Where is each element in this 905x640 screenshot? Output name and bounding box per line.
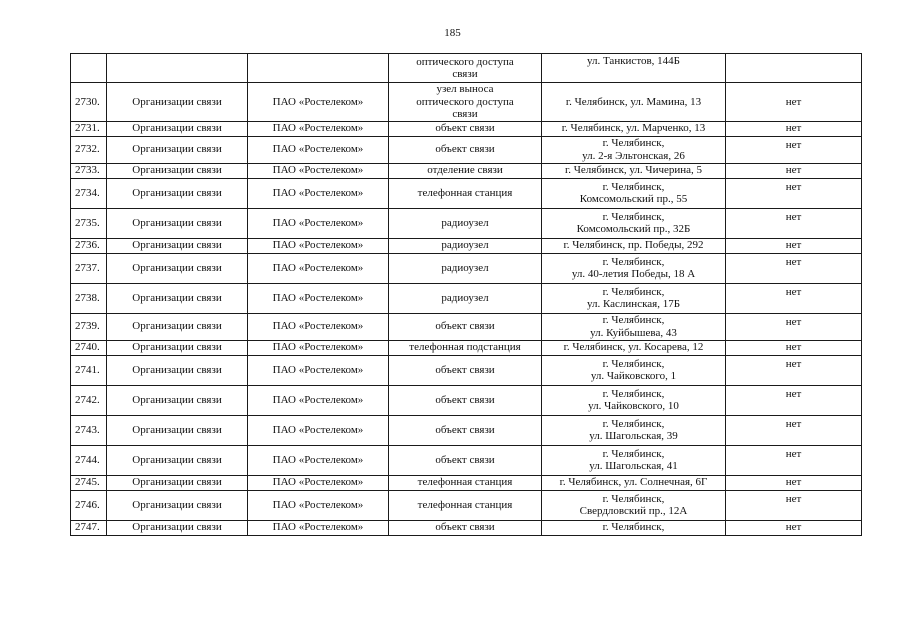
address-line: г. Челябинск, ул. Косарева, 12	[563, 341, 704, 354]
address-cell	[542, 208, 726, 238]
object-cell	[389, 313, 542, 340]
address-line: ул. Шагольская, 41	[589, 460, 678, 472]
row-number-cell: 2742.	[71, 385, 107, 415]
status-cell: нет	[726, 355, 862, 385]
address-cell	[542, 163, 726, 178]
address-line: г. Челябинск,	[602, 210, 665, 223]
address-line: ул. Куйбышева, 43	[590, 326, 677, 339]
address-line: ул. Танкистов, 144Б	[586, 55, 680, 67]
organization-cell: ПАО «Ростелеком»	[248, 445, 389, 475]
address-cell	[542, 355, 726, 385]
object-line: объект связи	[435, 320, 495, 333]
object-line: объект связи	[435, 393, 495, 406]
address-cell	[542, 238, 726, 253]
address-line: г. Челябинск, ул. Марченко, 13	[561, 122, 706, 135]
row-number-cell: 2741.	[71, 355, 107, 385]
row-number-cell: 2736.	[71, 238, 107, 253]
status-cell: нет	[726, 163, 862, 178]
status-cell: нет	[726, 520, 862, 535]
address-cell	[542, 121, 726, 136]
organization-cell: ПАО «Ростелеком»	[248, 208, 389, 238]
status-cell: нет	[726, 445, 862, 475]
object-line: радиоузел	[441, 291, 489, 304]
address-cell	[542, 83, 726, 122]
object-line: телефонная станция	[417, 186, 513, 199]
organization-cell: ПАО «Ростелеком»	[248, 83, 389, 122]
row-number-cell: 2744.	[71, 445, 107, 475]
organization-cell: ПАО «Ростелеком»	[248, 163, 389, 178]
table-row	[71, 121, 862, 136]
status-cell: нет	[726, 490, 862, 520]
status-cell: нет	[726, 208, 862, 238]
table-row	[71, 340, 862, 355]
organization-cell: ПАО «Ростелеком»	[248, 253, 389, 283]
address-line: г. Челябинск,	[602, 137, 665, 149]
address-line: ул. 40-летия Победы, 18 А	[571, 268, 696, 280]
category-cell: Организации связи	[107, 520, 248, 535]
status-cell: нет	[726, 283, 862, 313]
organization-cell: ПАО «Ростелеком»	[248, 283, 389, 313]
address-line: г. Челябинск,	[602, 387, 665, 400]
object-cell	[389, 54, 542, 83]
organization-cell: ПАО «Ростелеком»	[248, 385, 389, 415]
category-cell: Организации связи	[107, 283, 248, 313]
organization-cell: ПАО «Ростелеком»	[248, 313, 389, 340]
address-cell	[542, 445, 726, 475]
category-cell: Организации связи	[107, 208, 248, 238]
object-line: объект связи	[435, 423, 495, 436]
table-row	[71, 163, 862, 178]
object-line: радиоузел	[441, 261, 489, 274]
address-cell	[542, 415, 726, 445]
row-number-cell: 2743.	[71, 415, 107, 445]
category-cell: Организации связи	[107, 83, 248, 122]
category-cell: Организации связи	[107, 136, 248, 163]
row-number-cell: 2730.	[71, 83, 107, 122]
object-cell	[389, 238, 542, 253]
status-cell	[726, 54, 862, 83]
object-cell	[389, 490, 542, 520]
organization-cell: ПАО «Ростелеком»	[248, 136, 389, 163]
address-line: г. Челябинск, ул. Чичерина, 5	[564, 164, 703, 177]
object-cell	[389, 208, 542, 238]
row-number-cell: 2747.	[71, 520, 107, 535]
status-cell: нет	[726, 121, 862, 136]
category-cell: Организации связи	[107, 313, 248, 340]
table-row	[71, 136, 862, 163]
address-line: г. Челябинск,	[602, 417, 665, 430]
object-line: оптического доступа	[416, 95, 514, 108]
object-line: объект связи	[435, 453, 495, 466]
row-number-cell: 2739.	[71, 313, 107, 340]
organization-cell: ПАО «Ростелеком»	[248, 238, 389, 253]
row-number-cell: 2745.	[71, 475, 107, 490]
address-cell	[542, 136, 726, 163]
address-line: г. Челябинск,	[602, 357, 665, 370]
address-cell	[542, 385, 726, 415]
object-line: объект связи	[435, 363, 495, 376]
page-number: 185	[444, 27, 461, 39]
table-row	[71, 355, 862, 385]
object-line: телефонная станция	[417, 476, 513, 489]
row-number-cell: 2746.	[71, 490, 107, 520]
row-number-cell: 2731.	[71, 121, 107, 136]
address-line: г. Челябинск,	[602, 521, 665, 534]
object-line: телефонная станция	[417, 498, 513, 511]
address-line: ул. Чайковского, 10	[588, 400, 679, 412]
object-cell	[389, 121, 542, 136]
table-row	[71, 83, 862, 122]
status-cell: нет	[726, 178, 862, 208]
organization-cell: ПАО «Ростелеком»	[248, 415, 389, 445]
row-number-cell: 2735.	[71, 208, 107, 238]
category-cell: Организации связи	[107, 253, 248, 283]
address-line: ул. 2-я Эльтонская, 26	[582, 149, 685, 162]
address-line: г. Челябинск,	[602, 285, 665, 298]
object-cell	[389, 355, 542, 385]
table-row	[71, 283, 862, 313]
continuation-row	[71, 54, 862, 83]
registry-table-body	[71, 54, 862, 536]
address-cell	[542, 340, 726, 355]
table-row	[71, 208, 862, 238]
row-number-cell: 2733.	[71, 163, 107, 178]
object-line: радиоузел	[441, 239, 489, 252]
object-line: объект связи	[435, 143, 495, 156]
category-cell: Организации связи	[107, 475, 248, 490]
status-cell: нет	[726, 238, 862, 253]
address-cell	[542, 313, 726, 340]
table-row	[71, 445, 862, 475]
address-line: г. Челябинск,	[602, 314, 665, 326]
category-cell: Организации связи	[107, 238, 248, 253]
status-cell: нет	[726, 83, 862, 122]
address-line: г. Челябинск,	[602, 447, 665, 460]
object-line: связи	[452, 108, 478, 120]
object-cell	[389, 283, 542, 313]
status-cell: нет	[726, 385, 862, 415]
row-number-cell: 2732.	[71, 136, 107, 163]
category-cell	[107, 54, 248, 83]
address-cell	[542, 475, 726, 490]
address-line: г. Челябинск,	[602, 492, 665, 505]
row-number-cell: 2738.	[71, 283, 107, 313]
address-line: ул. Шагольская, 39	[589, 430, 678, 442]
row-number-cell	[71, 54, 107, 83]
status-cell: нет	[726, 313, 862, 340]
category-cell: Организации связи	[107, 163, 248, 178]
category-cell: Организации связи	[107, 340, 248, 355]
object-line: отделение связи	[427, 164, 503, 177]
category-cell: Организации связи	[107, 445, 248, 475]
table-row	[71, 313, 862, 340]
address-line: г. Челябинск,	[602, 255, 665, 268]
object-cell	[389, 340, 542, 355]
address-line: г. Челябинск, ул. Мамина, 13	[565, 95, 702, 108]
object-line: узел выноса	[436, 83, 494, 95]
object-line: объект связи	[435, 122, 495, 135]
registry-table	[70, 53, 862, 536]
object-cell	[389, 163, 542, 178]
object-cell	[389, 385, 542, 415]
row-number-cell: 2737.	[71, 253, 107, 283]
organization-cell	[248, 54, 389, 83]
table-row	[71, 490, 862, 520]
status-cell: нет	[726, 340, 862, 355]
address-line: г. Челябинск, ул. Солнечная, 6Г	[559, 476, 708, 489]
address-cell	[542, 520, 726, 535]
object-line: радиоузел	[441, 216, 489, 229]
table-row	[71, 475, 862, 490]
address-line: ул. Каслинская, 17Б	[586, 298, 681, 310]
object-cell	[389, 136, 542, 163]
object-cell	[389, 253, 542, 283]
table-row	[71, 253, 862, 283]
address-cell	[542, 178, 726, 208]
table-row	[71, 238, 862, 253]
object-cell	[389, 445, 542, 475]
table-row	[71, 520, 862, 535]
address-cell	[542, 490, 726, 520]
address-line: г. Челябинск, пр. Победы, 292	[563, 239, 704, 252]
category-cell: Организации связи	[107, 415, 248, 445]
organization-cell: ПАО «Ростелеком»	[248, 121, 389, 136]
address-cell	[542, 54, 726, 83]
category-cell: Организации связи	[107, 385, 248, 415]
organization-cell: ПАО «Ростелеком»	[248, 490, 389, 520]
address-cell	[542, 283, 726, 313]
object-cell	[389, 520, 542, 535]
category-cell: Организации связи	[107, 178, 248, 208]
status-cell: нет	[726, 136, 862, 163]
organization-cell: ПАО «Ростелеком»	[248, 178, 389, 208]
object-line: связи	[452, 68, 478, 80]
organization-cell: ПАО «Ростелеком»	[248, 340, 389, 355]
object-cell	[389, 415, 542, 445]
object-cell	[389, 475, 542, 490]
status-cell: нет	[726, 475, 862, 490]
address-line: Комсомольский пр., 55	[579, 193, 688, 205]
table-row	[71, 385, 862, 415]
category-cell: Организации связи	[107, 355, 248, 385]
table-row	[71, 178, 862, 208]
table-row	[71, 415, 862, 445]
address-line: ул. Чайковского, 1	[590, 370, 677, 382]
row-number-cell: 2740.	[71, 340, 107, 355]
organization-cell: ПАО «Ростелеком»	[248, 355, 389, 385]
object-line: телефонная подстанция	[409, 341, 521, 354]
status-cell: нет	[726, 415, 862, 445]
row-number-cell: 2734.	[71, 178, 107, 208]
address-line: г. Челябинск,	[602, 180, 665, 193]
status-cell: нет	[726, 253, 862, 283]
object-line: объект связи	[435, 521, 495, 534]
organization-cell: ПАО «Ростелеком»	[248, 520, 389, 535]
organization-cell: ПАО «Ростелеком»	[248, 475, 389, 490]
object-line: оптического доступа	[416, 55, 514, 68]
address-line: Свердловский пр., 12А	[579, 505, 688, 517]
address-line: Комсомольский пр., 32Б	[576, 223, 691, 235]
address-cell	[542, 253, 726, 283]
category-cell: Организации связи	[107, 121, 248, 136]
category-cell: Организации связи	[107, 490, 248, 520]
object-cell	[389, 83, 542, 122]
object-cell	[389, 178, 542, 208]
